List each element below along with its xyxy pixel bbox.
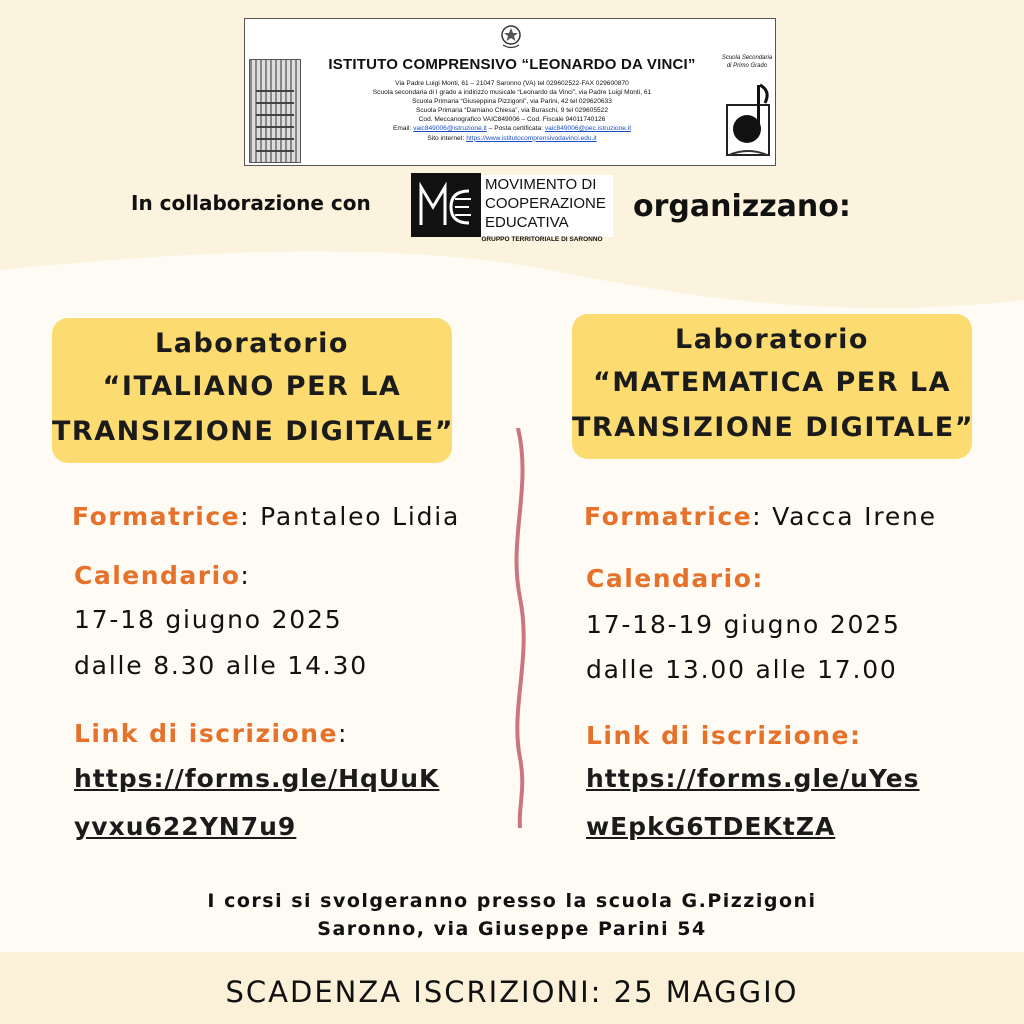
- mce-monogram-icon: [411, 173, 481, 237]
- trainer-label: Formatrice: [584, 502, 753, 531]
- secondary-label-line: Scuola Secondaria: [721, 55, 773, 61]
- mce-name: [481, 175, 613, 237]
- mce-name-line: MOVIMENTO DI: [485, 176, 597, 193]
- trainer-label: Formatrice: [72, 502, 241, 531]
- signup-link-right-part1[interactable]: https://forms.gle/uYes: [586, 764, 920, 793]
- secondary-label-line: di Primo Grado: [726, 62, 768, 69]
- link-label-right: [586, 721, 862, 750]
- signup-link-left-part2[interactable]: yvxu622YN7u9: [74, 812, 297, 841]
- pec-label: – Posta certificata:: [488, 125, 543, 133]
- course-hours-left: dalle 8.30 alle 14.30: [74, 651, 368, 680]
- course-title-line: Laboratorio: [675, 324, 869, 355]
- colon: :: [240, 502, 261, 531]
- trainer-name: Pantaleo Lidia: [260, 502, 461, 531]
- mce-name-line: COOPERAZIONE: [485, 195, 606, 212]
- course-title-line: “ITALIANO PER LA: [102, 371, 402, 402]
- link-label-left: [74, 719, 348, 748]
- calendar-label-left: [74, 561, 251, 590]
- contact-line: [307, 124, 717, 133]
- school-address-block: [307, 79, 717, 143]
- column-divider: [506, 428, 536, 828]
- mce-subtitle: GRUPPO TERRITORIALE DI SARONNO: [481, 236, 603, 243]
- mce-logo: [411, 173, 613, 245]
- address-line: Scuola Primaria “Giuseppina Pizzigoni”, via Parini, 42 tel 029620633: [412, 98, 612, 106]
- site-line: [307, 134, 717, 143]
- course-title-line: “MATEMATICA PER LA: [592, 367, 952, 398]
- signup-link-right-part2[interactable]: wEpkG6TDEKtZA: [586, 812, 836, 841]
- course-hours-right: dalle 13.00 alle 17.00: [586, 655, 898, 684]
- course-title-matematica: [572, 314, 972, 459]
- link-label: Link di iscrizione: [74, 719, 339, 748]
- site-link[interactable]: https://www.istitutocomprensivodavinci.edu.it: [466, 134, 597, 142]
- colon: :: [338, 719, 349, 748]
- calendar-label: Calendario: [74, 561, 241, 590]
- colon: :: [240, 561, 251, 590]
- signup-link-left-part1[interactable]: https://forms.gle/HqUuK: [74, 764, 440, 793]
- calendar-label-right: [586, 564, 764, 593]
- course-dates-right: 17-18-19 giugno 2025: [586, 610, 901, 639]
- music-school-logo: [721, 75, 775, 163]
- calendar-label: Calendario:: [586, 564, 764, 593]
- course-title-line: TRANSIZIONE DIGITALE”: [572, 412, 974, 443]
- address-line: Scuola secondaria di I grado a indirizzo musicale “Leonardo da Vinci”, via Padre Luigi Monti, 61: [372, 89, 652, 97]
- republic-emblem-icon: [499, 22, 523, 50]
- trainer-line-right: [584, 502, 937, 531]
- course-dates-left: 17-18 giugno 2025: [74, 605, 343, 634]
- school-name: ISTITUTO COMPRENSIVO “LEONARDO DA VINCI”: [328, 56, 696, 73]
- school-letterhead: [244, 18, 776, 166]
- mce-name-line: EDUCATIVA: [485, 214, 569, 231]
- deadline-banner: SCADENZA ISCRIZIONI: 25 MAGGIO: [225, 975, 799, 1009]
- secondary-school-label: [719, 55, 775, 70]
- email-label: Email:: [392, 125, 412, 133]
- site-label: Sito internet:: [427, 134, 465, 142]
- mce-mark: [411, 173, 481, 237]
- colon: :: [752, 502, 773, 531]
- link-label: Link di iscrizione:: [586, 721, 862, 750]
- address-line: Scuola Primaria “Damiano Chiesa”, via Buraschi, 9 tel 029605522: [415, 107, 609, 115]
- email-link[interactable]: vaic849006@istruzione.it: [413, 125, 487, 133]
- address-line: Cod. Meccanografico VAIC849006 – Cod. Fiscale 94011740126: [418, 116, 606, 124]
- pec-link[interactable]: vaic849006@pec.istruzione.it: [544, 125, 632, 133]
- course-title-line: TRANSIZIONE DIGITALE”: [52, 416, 454, 447]
- venue-line-2: Saronno, via Giuseppe Parini 54: [317, 918, 707, 940]
- collaboration-text: In collaborazione con: [131, 191, 371, 215]
- school-building-image: [249, 59, 301, 163]
- venue-line-1: I corsi si svolgeranno presso la scuola G.Pizzigoni: [207, 890, 817, 912]
- trainer-name: Vacca Irene: [772, 502, 937, 531]
- trainer-line-left: [72, 502, 460, 531]
- address-line: Via Padre Luigi Monti, 61 – 21047 Saronno (VA) tel 029602522-FAX 029600870: [395, 80, 629, 87]
- organize-text: organizzano:: [633, 189, 851, 224]
- course-title-italiano: [52, 318, 452, 463]
- course-title-line: Laboratorio: [155, 328, 349, 359]
